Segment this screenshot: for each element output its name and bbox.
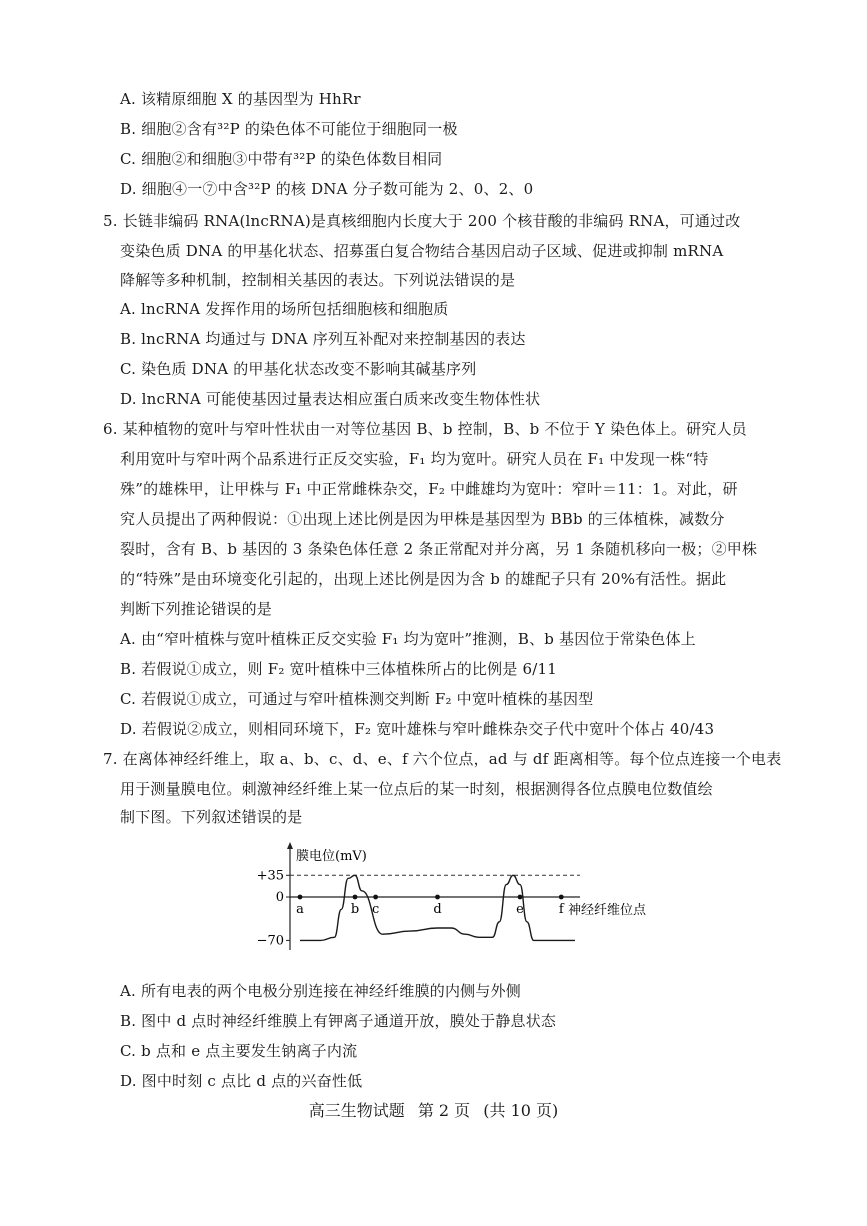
q6-stem-line-4: 究人员提出了两种假说：①出现上述比例是因为甲株是基因型为 BBb 的三体植株，减数分 — [120, 510, 725, 528]
site-label-d: d — [433, 902, 442, 917]
site-point-d — [435, 895, 440, 900]
y-axis-label: 膜电位(mV) — [296, 849, 367, 864]
y-tick-label: −70 — [256, 933, 284, 949]
q6-stem-line-3: 殊”的雄株甲，让甲株与 F₁ 中正常雌株杂交，F₂ 中雌雄均为宽叶：窄叶＝11：1。对此，研 — [120, 480, 738, 498]
q6-stem-line-2: 利用宽叶与窄叶两个品系进行正反交实验，F₁ 均为宽叶。研究人员在 F₁ 中发现一株“特 — [120, 450, 709, 468]
q5-option-b: B. lncRNA 均通过与 DNA 序列互补配对来控制基因的表达 — [120, 330, 526, 348]
q6-option-b: B. 若假说①成立，则 F₂ 宽叶植株中三体植株所占的比例是 6/11 — [120, 660, 557, 678]
q5-stem-line-3: 降解等多种机制，控制相关基因的表达。下列说法错误的是 — [120, 271, 516, 289]
q5-stem-line-2: 变染色质 DNA 的甲基化状态、招募蛋白复合物结合基因启动子区域、促进或抑制 mRNA — [120, 242, 724, 260]
site-point-a — [298, 895, 303, 900]
q7-stem-line-3: 制下图。下列叙述错误的是 — [120, 808, 303, 826]
q6-stem-line-1: 6. 某种植物的宽叶与窄叶性状由一对等位基因 B、b 控制，B、b 不位于 Y 染色体上。研究人员 — [103, 420, 747, 438]
q6-option-a: A. 由“窄叶植株与宽叶植株正反交实验 F₁ 均为宽叶”推测，B、b 基因位于常染色体上 — [120, 630, 696, 648]
q7-option-d: D. 图中时刻 c 点比 d 点的兴奋性低 — [120, 1072, 363, 1090]
q5-option-c: C. 染色质 DNA 的甲基化状态改变不影响其碱基序列 — [120, 360, 477, 378]
q7-stem-line-1: 7. 在离体神经纤维上，取 a、b、c、d、e、f 六个位点，ad 与 df 距离相等。每个位点连接一个电表 — [103, 750, 782, 768]
q6-option-c: C. 若假说①成立，可通过与窄叶植株测交判断 F₂ 中宽叶植株的基因型 — [120, 690, 594, 708]
footer-total: (共 10 页) — [483, 1101, 559, 1120]
prev-option-a: A. 该精原细胞 X 的基因型为 HhRr — [120, 90, 361, 108]
page-footer — [0, 1100, 867, 1122]
site-label-c: c — [371, 902, 380, 917]
q6-stem-line-7: 判断下列推论错误的是 — [120, 600, 273, 618]
q5-option-a: A. lncRNA 发挥作用的场所包括细胞核和细胞质 — [120, 300, 449, 318]
site-label-e: e — [516, 902, 524, 917]
site-point-e — [518, 895, 523, 900]
prev-option-c: C. 细胞②和细胞③中带有³²P 的染色体数目相同 — [120, 150, 443, 168]
site-point-b — [353, 895, 358, 900]
y-axis-arrow — [287, 842, 293, 849]
footer-title: 高三生物试题 — [308, 1101, 405, 1120]
q7-stem-line-2: 用于测量膜电位。刺激神经纤维上某一位点后的某一时刻，根据测得各位点膜电位数值绘 — [120, 780, 713, 798]
q5-stem-line-1: 5. 长链非编码 RNA(lncRNA)是真核细胞内长度大于 200 个核苷酸的非编码 RNA，可通过改 — [103, 212, 741, 230]
site-point-c — [373, 895, 378, 900]
prev-option-d: D. 细胞④一⑦中含³²P 的核 DNA 分子数可能为 2、0、2、0 — [120, 180, 534, 198]
y-tick-label: +35 — [256, 868, 284, 884]
q7-option-a: A. 所有电表的两个电极分别连接在神经纤维膜的内侧与外侧 — [120, 982, 521, 1000]
site-point-f — [559, 895, 564, 900]
q7-option-b: B. 图中 d 点时神经纤维膜上有钾离子通道开放，膜处于静息状态 — [120, 1012, 557, 1030]
prev-option-b: B. 细胞②含有³²P 的染色体不可能位于细胞同一极 — [120, 120, 458, 138]
q6-stem-line-6: 的“特殊”是由环境变化引起的，出现上述比例是因为含 b 的雄配子只有 20%有活性。据此 — [120, 570, 727, 588]
site-label-b: b — [350, 902, 360, 917]
membrane-potential-figure — [250, 840, 650, 960]
site-label-f: f — [558, 902, 564, 917]
q5-option-d: D. lncRNA 可能使基因过量表达相应蛋白质来改变生物体性状 — [120, 390, 541, 408]
x-axis-label: 神经纤维位点 — [568, 903, 647, 918]
footer-page: 第 2 页 — [417, 1101, 471, 1120]
q7-option-c: C. b 点和 e 点主要发生钠离子内流 — [120, 1042, 358, 1060]
y-tick-label: 0 — [275, 890, 284, 905]
site-label-a: a — [296, 902, 304, 917]
q6-stem-line-5: 裂时，含有 B、b 基因的 3 条染色体任意 2 条正常配对并分离，另 1 条随机移向一极；②甲株 — [120, 540, 758, 558]
q6-option-d: D. 若假说②成立，则相同环境下，F₂ 宽叶雄株与窄叶雌株杂交子代中宽叶个体占 40/43 — [120, 720, 715, 738]
